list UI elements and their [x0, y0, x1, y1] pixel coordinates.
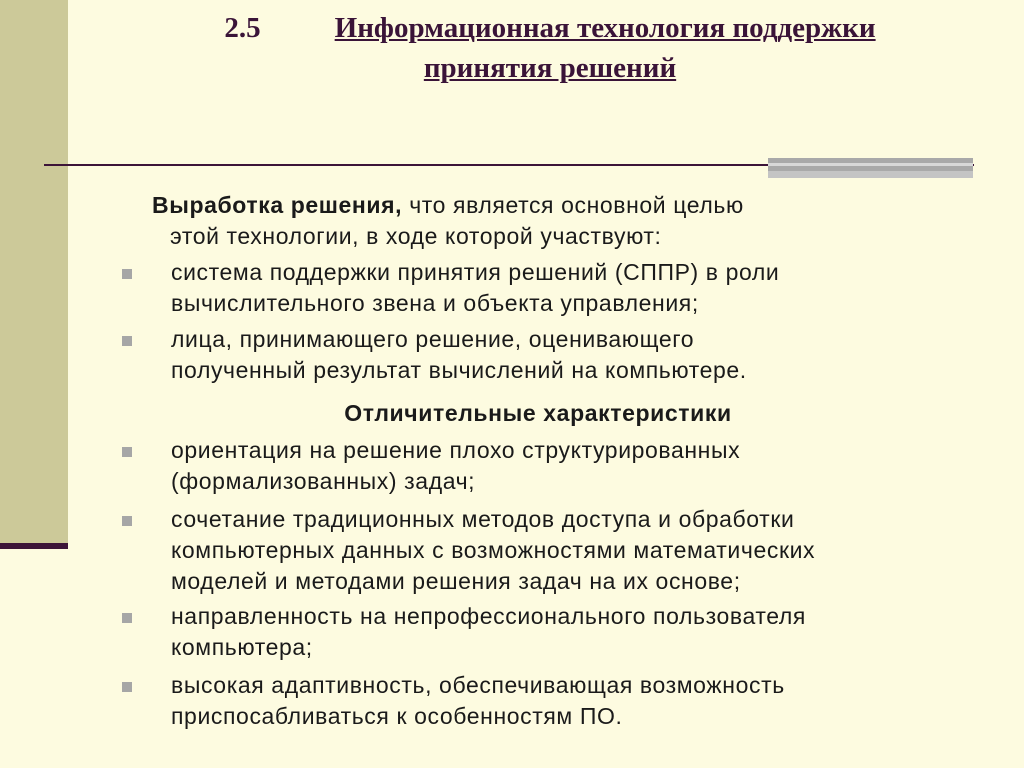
list-item-line: вычислительного звена и объекта управления;	[171, 290, 699, 316]
list-item-line: ориентация на решение плохо структурированных	[171, 437, 741, 463]
section-heading: Отличительные характеристики	[344, 400, 732, 426]
slide-title	[120, 8, 980, 88]
list-item-line: лица, принимающего решение, оценивающего	[171, 326, 695, 352]
list-item-line: система поддержки принятия решений (СППР) в роли	[171, 259, 780, 285]
bullet-square-icon	[122, 682, 132, 692]
list-item-line: сочетание традиционных методов доступа и обработки	[171, 506, 795, 532]
corner-stripes	[768, 158, 973, 178]
intro-line-2: этой технологии, в ходе которой участвуют:	[170, 223, 662, 249]
left-band-rule	[0, 543, 68, 549]
bullet-square-icon	[122, 613, 132, 623]
left-decorative-band	[0, 0, 68, 543]
intro-lead-rest: что является основной целью	[409, 192, 744, 218]
bullet-square-icon	[122, 269, 132, 279]
intro-lead: Выработка решения,	[152, 192, 403, 218]
list-item-line: полученный результат вычислений на компьютере.	[171, 357, 747, 383]
intro-paragraph	[152, 190, 912, 252]
list-item-line: высокая адаптивность, обеспечивающая возможность	[171, 672, 785, 698]
bullet-square-icon	[122, 516, 132, 526]
list-item-line: компьютерных данных с возможностями математических	[171, 537, 816, 563]
list-item-line: моделей и методами решения задач на их основе;	[171, 568, 741, 594]
title-line-1	[120, 8, 980, 48]
title-line-2: принятия решений	[423, 52, 677, 84]
title-text-1: Информационная технология поддержки	[334, 12, 876, 44]
list-item-line: (формализованных) задач;	[171, 468, 476, 494]
bullet-square-icon	[122, 447, 132, 457]
title-number: 2.5	[224, 12, 261, 44]
bullet-square-icon	[122, 336, 132, 346]
list-item-line: приспосабливаться к особенностям ПО.	[171, 703, 623, 729]
list-item-line: компьютера;	[171, 634, 313, 660]
list-item-line: направленность на непрофессионального пользователя	[171, 603, 806, 629]
